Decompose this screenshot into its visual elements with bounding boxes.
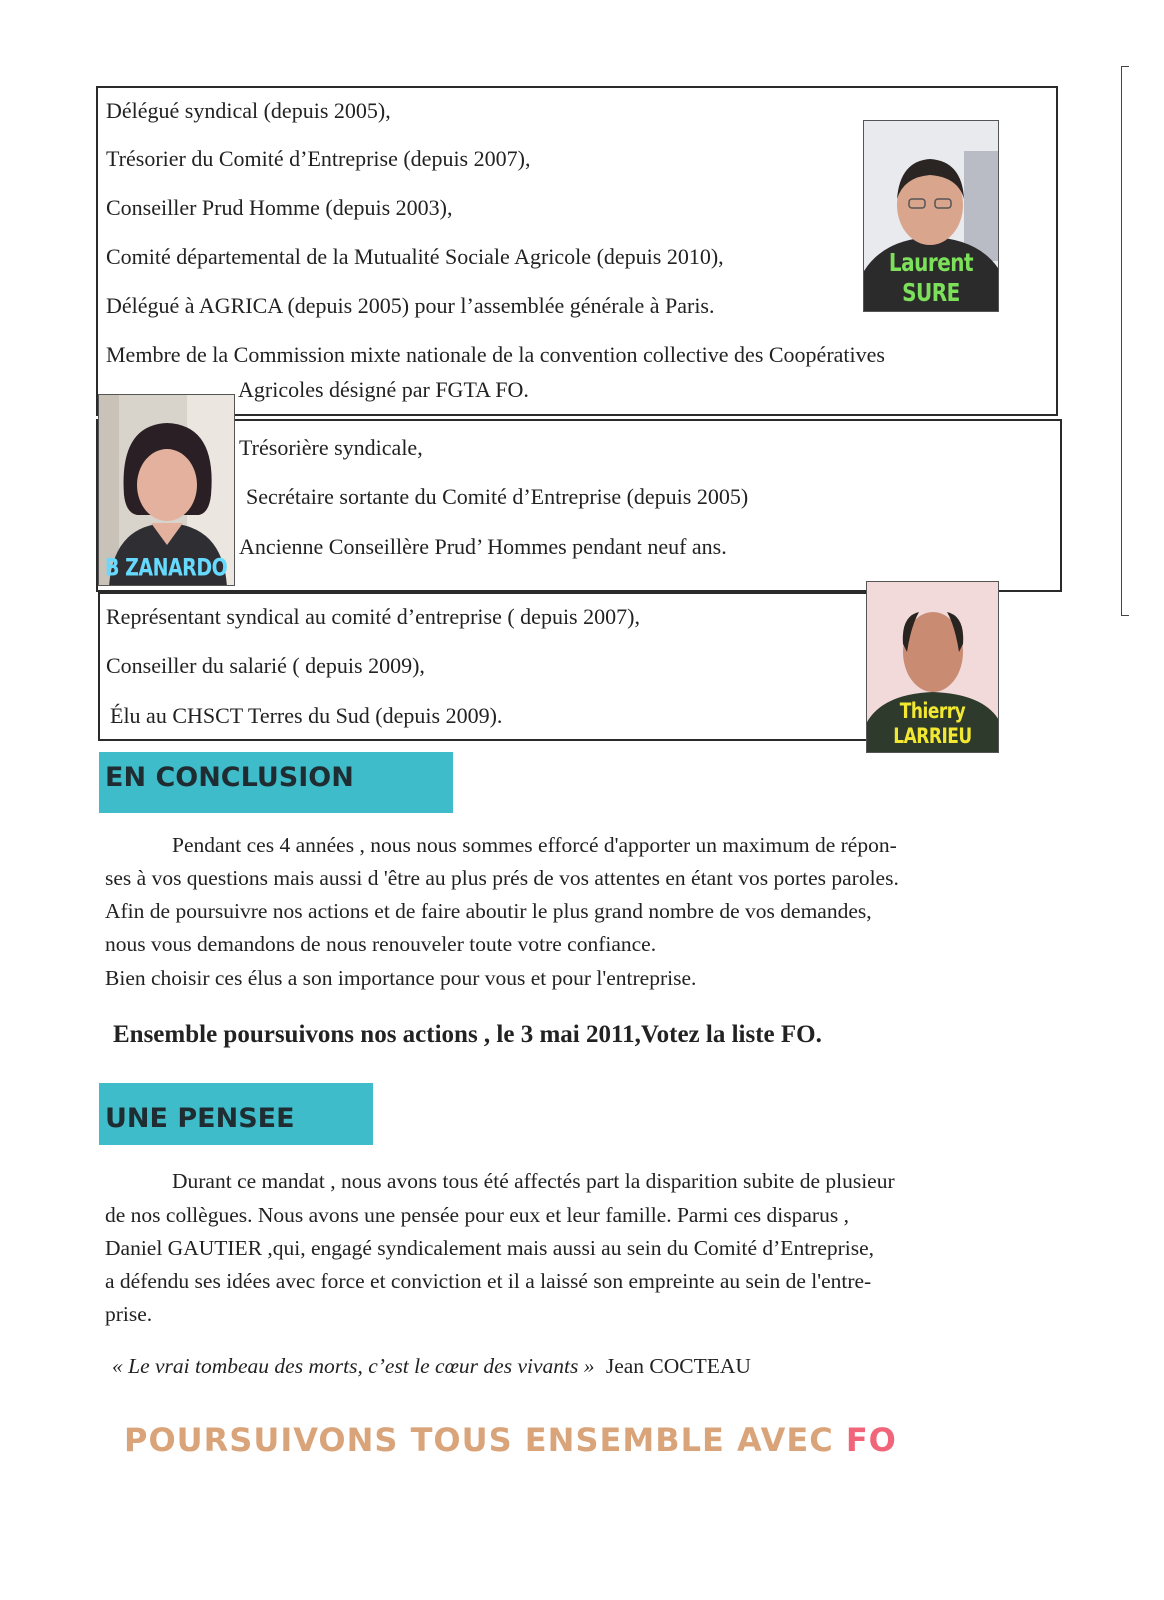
portrait-b-zanardo <box>98 394 235 586</box>
mandate-line: Conseiller Prud Homme (depuis 2003), <box>106 195 453 220</box>
margin-bracket <box>1121 66 1122 616</box>
call-to-action: Ensemble poursuivons nos actions , le 3 mai 2011,Votez la liste FO. <box>113 1021 822 1048</box>
mandate-line: Ancienne Conseillère Prud’ Hommes pendant neuf ans. <box>239 534 727 559</box>
mandate-line: Secrétaire sortante du Comité d’Entreprise (depuis 2005) <box>246 484 749 509</box>
paragraph-line: Daniel GAUTIER ,qui, engagé syndicalement mais aussi au sein du Comité d’Entreprise, <box>105 1236 875 1260</box>
mandate-line: Conseiller du salarié ( depuis 2009), <box>106 653 425 678</box>
paragraph-line: Bien choisir ces élus a son importance pour vous et pour l'entreprise. <box>105 966 697 990</box>
portrait-laurent-sure <box>863 120 999 312</box>
mandate-line: Comité départemental de la Mutualité Sociale Agricole (depuis 2010), <box>106 244 724 269</box>
paragraph-line: prise. <box>105 1302 153 1326</box>
mandate-line: Trésorier du Comité d’Entreprise (depuis 2007), <box>106 146 531 171</box>
mandate-line: Agricoles désigné par FGTA FO. <box>238 377 529 402</box>
quote-author: Jean COCTEAU <box>605 1354 751 1378</box>
section-heading-pensee: UNE PENSEE <box>99 1083 373 1145</box>
mandate-line: Élu au CHSCT Terres du Sud (depuis 2009). <box>110 703 503 728</box>
closing-slogan <box>124 1421 897 1459</box>
mandate-line: Délégué à AGRICA (depuis 2005) pour l’assemblée générale à Paris. <box>106 293 715 318</box>
mandate-line: Délégué syndical (depuis 2005), <box>106 98 391 123</box>
mandate-line: Représentant syndical au comité d’entreprise ( depuis 2007), <box>106 604 640 629</box>
member-box-thierry-larrieu <box>98 592 890 741</box>
quote-text: « Le vrai tombeau des morts, c’est le cœur des vivants » <box>112 1354 595 1378</box>
name-tag: Laurent SURE <box>888 247 974 307</box>
paragraph-line: nous vous demandons de nous renouveler toute votre confiance. <box>105 932 657 956</box>
paragraph-line: Afin de poursuivre nos actions et de faire aboutir le plus grand nombre de vos demandes, <box>105 899 872 923</box>
paragraph-line: de nos collègues. Nous avons une pensée pour eux et leur famille. Parmi ces disparus , <box>105 1203 849 1227</box>
section-heading-conclusion: EN CONCLUSION <box>99 752 453 813</box>
name-tag: B ZANARDO <box>105 554 228 582</box>
mandate-line: Trésorière syndicale, <box>239 435 423 460</box>
name-tag: Thierry LARRIEU <box>893 699 972 749</box>
paragraph-line: Pendant ces 4 années , nous nous sommes efforcé d'apporter un maximum de répon- <box>172 833 897 857</box>
portrait-thierry-larrieu <box>866 581 999 753</box>
mandate-line: Membre de la Commission mixte nationale de la convention collective des Coopératives <box>106 342 885 367</box>
slogan-main: POURSUIVONS TOUS ENSEMBLE AVEC <box>124 1421 834 1459</box>
paragraph-line: a défendu ses idées avec force et conviction et il a laissé son empreinte au sein de l'entre- <box>105 1269 872 1293</box>
paragraph-line: ses à vos questions mais aussi d 'être au plus prés de vos attentes en étant vos portes paroles. <box>105 866 899 890</box>
quote-line <box>112 1350 751 1384</box>
paragraph-line: Durant ce mandat , nous avons tous été affectés part la disparition subite de plusieur <box>172 1169 895 1193</box>
member-box-b-zanardo <box>96 419 1062 592</box>
slogan-accent: FO <box>845 1421 897 1459</box>
